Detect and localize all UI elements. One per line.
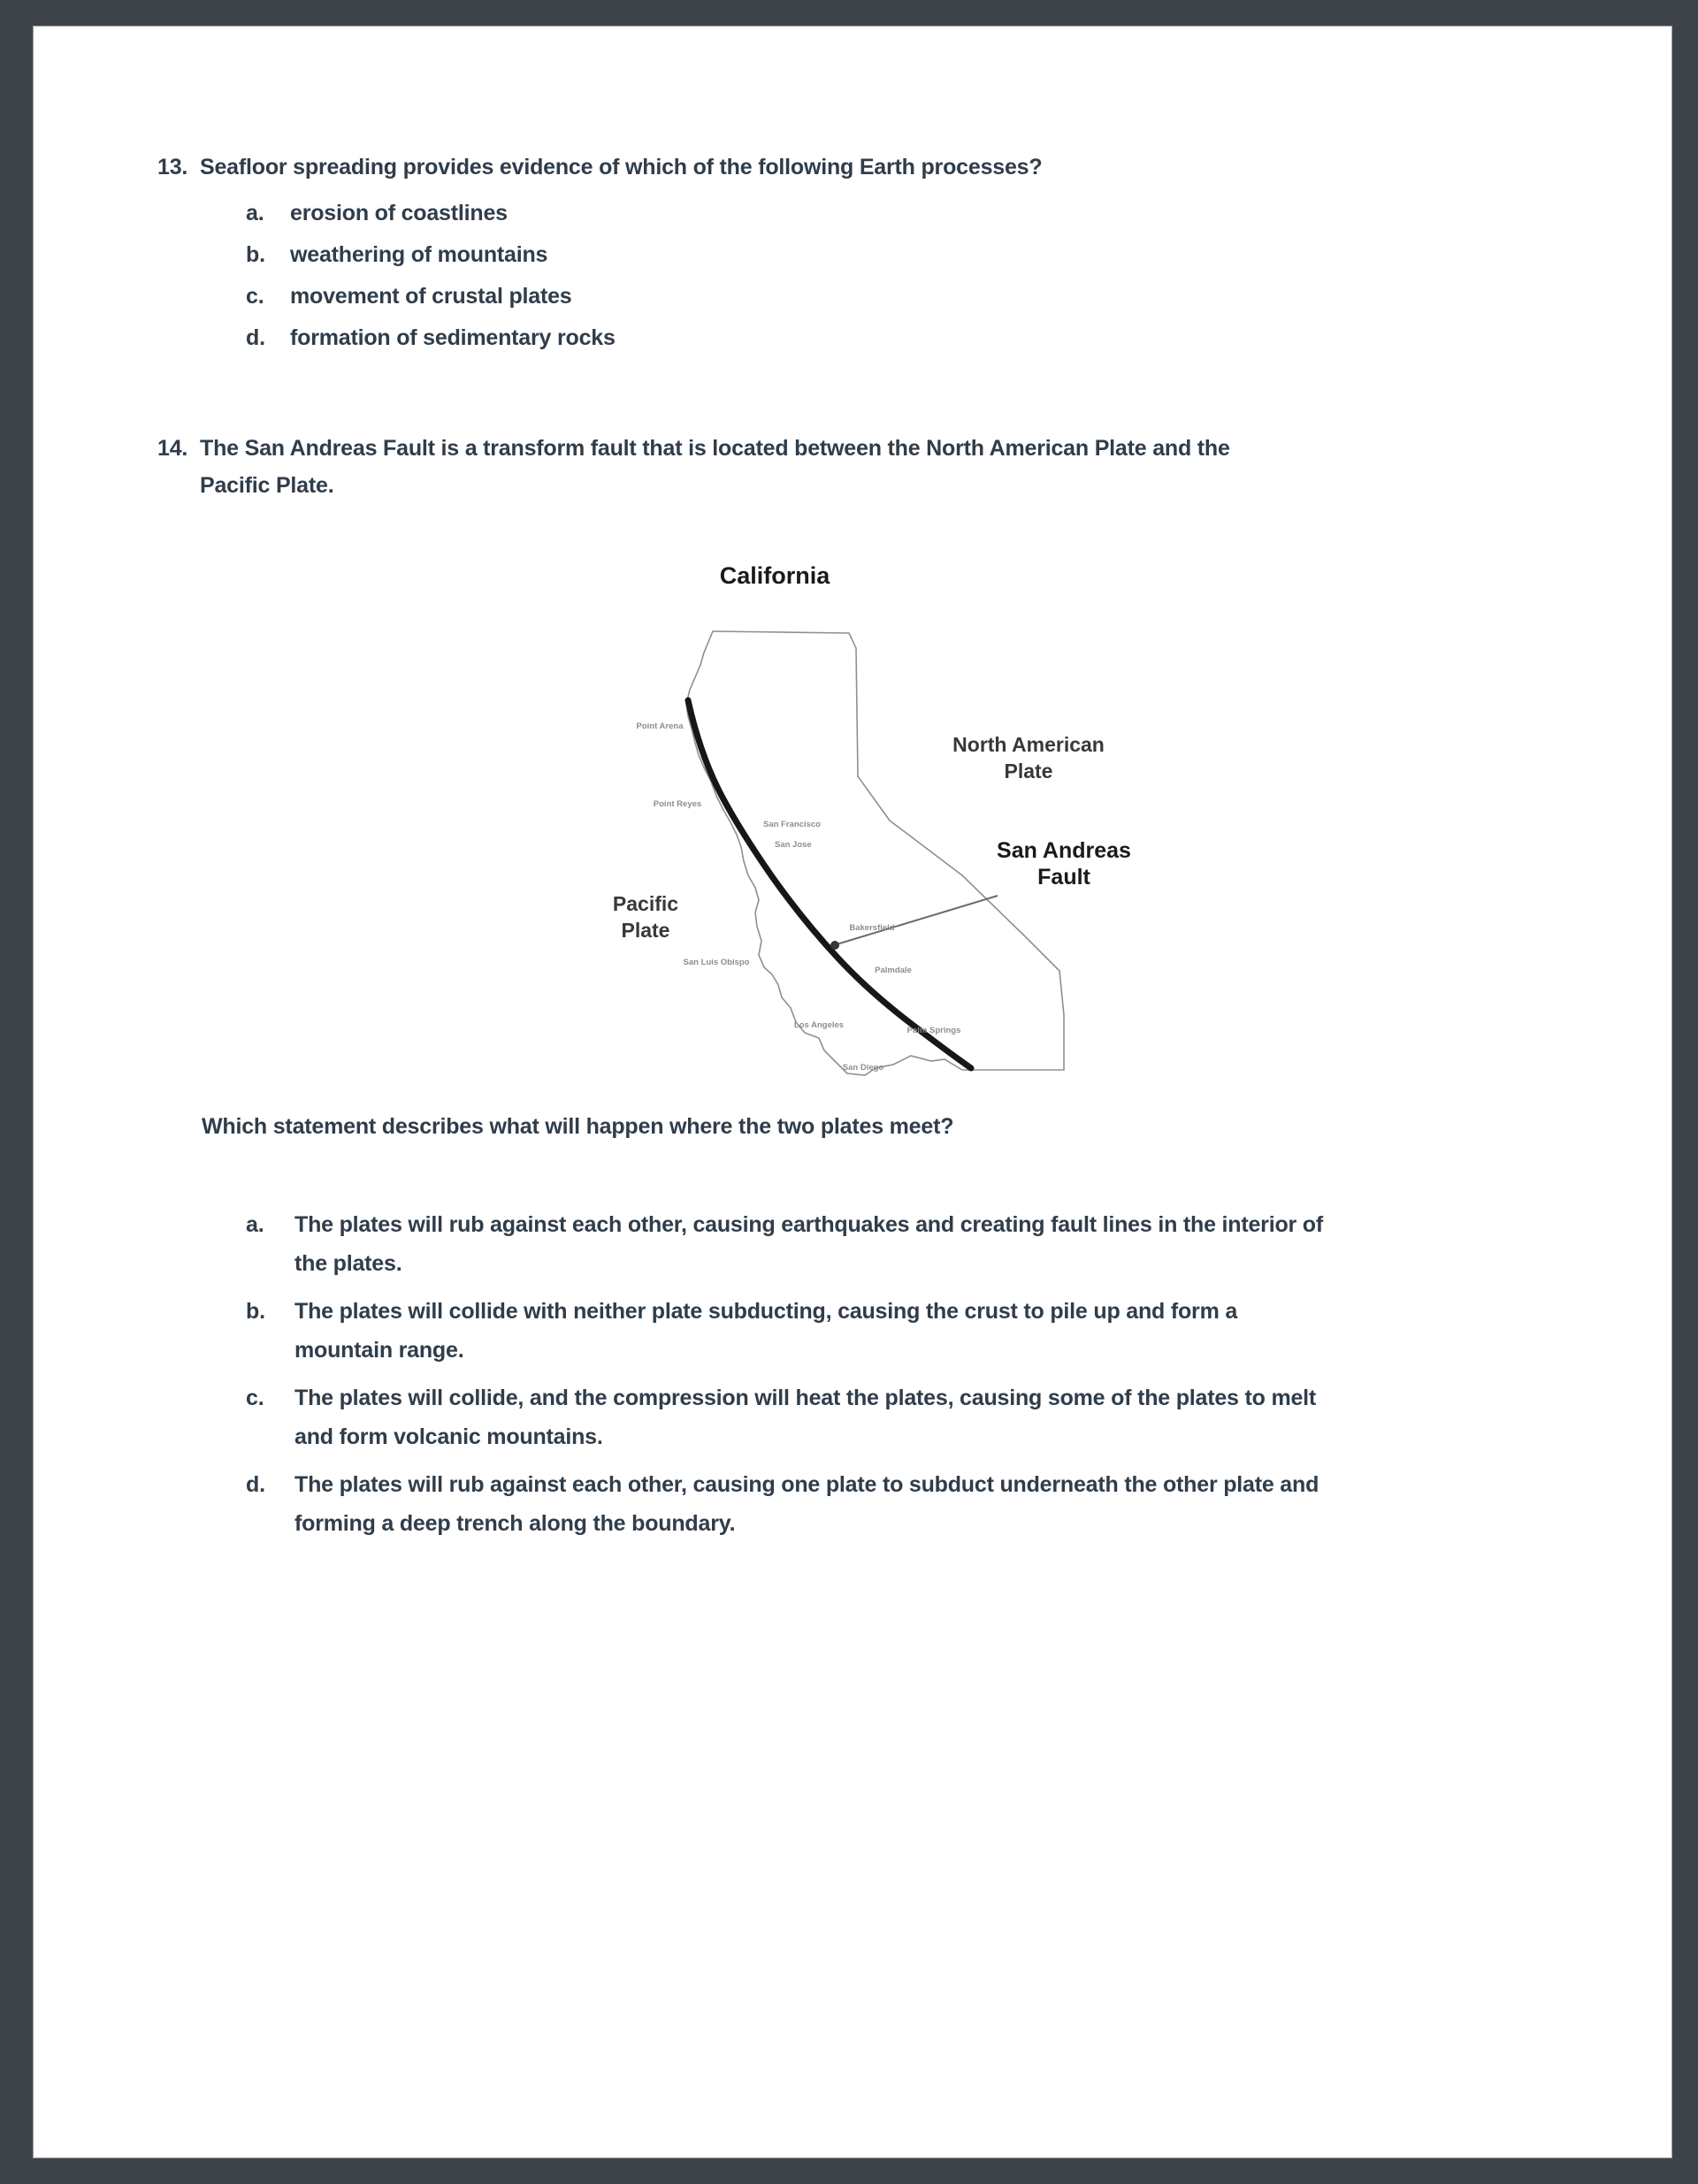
city-label-palm-springs: Palm Springs (906, 1026, 961, 1035)
city-label-bakersfield: Bakersfield (849, 923, 895, 933)
question-14-options (246, 1203, 1625, 1547)
question-13-prompt-row (157, 150, 1537, 184)
option-d-line-2 (246, 1501, 1625, 1546)
page-content (34, 27, 1671, 2157)
option-b-line-2 (246, 1328, 1625, 1372)
question-13 (157, 150, 1537, 359)
option-text-line-2: and form volcanic mountains. (294, 1424, 603, 1449)
map-title: California (719, 562, 830, 589)
option-text: formation of sedimentary rocks (290, 325, 616, 350)
question-13-option-b[interactable] (246, 234, 1537, 276)
pacific-plate-label-line-2: Plate (621, 919, 670, 942)
city-label-san-jose: San Jose (775, 840, 812, 850)
question-14-option-c[interactable] (246, 1376, 1625, 1459)
question-14-sub-prompt-block (202, 1110, 1528, 1143)
question-14-option-d[interactable] (246, 1462, 1625, 1546)
option-text: weathering of mountains (290, 242, 548, 267)
option-c-line-1 (246, 1376, 1625, 1420)
city-label-point-arena: Point Arena (636, 722, 684, 731)
option-text-line-1: The plates will collide with neither plate subducting, causing the crust to pile up and form a (294, 1299, 1238, 1324)
option-text: erosion of coastlines (290, 201, 508, 225)
north-american-plate-label-line-1: North American (952, 733, 1105, 756)
option-d-line-1 (246, 1462, 1625, 1507)
pacific-plate-label-line-1: Pacific (612, 892, 679, 915)
option-text-line-1: The plates will collide, and the compression will heat the plates, causing some of the plates to melt (294, 1386, 1317, 1410)
option-text-line-2: mountain range. (294, 1338, 464, 1363)
city-label-san-luis-obispo: San Luis Obispo (683, 958, 750, 967)
question-13-option-a[interactable] (246, 193, 1537, 234)
north-american-plate-label-line-2: Plate (1004, 760, 1053, 783)
question-13-option-d[interactable] (246, 317, 1537, 359)
question-14-prompt-row-2 (157, 469, 1537, 502)
option-letter: c. (246, 1386, 264, 1410)
option-text-line-2: the plates. (294, 1251, 402, 1276)
option-letter: a. (246, 201, 264, 225)
question-13-options (157, 193, 1537, 359)
question-13-number: 13. (157, 155, 188, 179)
question-13-prompt: Seafloor spreading provides evidence of which of the following Earth processes? (200, 155, 1043, 179)
question-14-option-a[interactable] (246, 1203, 1625, 1286)
question-14 (157, 431, 1537, 502)
california-san-andreas-fault-map (582, 555, 1219, 1086)
option-letter: b. (246, 1299, 265, 1324)
map-svg (582, 555, 1219, 1086)
question-14-sub-prompt: Which statement describes what will happen where the two plates meet? (202, 1114, 954, 1139)
city-label-san-francisco: San Francisco (763, 820, 821, 829)
fault-pointer-head (830, 941, 839, 950)
city-label-los-angeles: Los Angeles (793, 1020, 845, 1030)
city-label-point-reyes: Point Reyes (653, 799, 702, 809)
option-letter: d. (246, 1472, 265, 1497)
option-text-line-1: The plates will rub against each other, causing earthquakes and creating fault lines in the interior of (294, 1212, 1323, 1237)
question-14-number: 14. (157, 436, 188, 461)
option-text-line-1: The plates will rub against each other, causing one plate to subduct underneath the other plate and (294, 1472, 1319, 1497)
option-a-line-1 (246, 1203, 1625, 1247)
option-letter: c. (246, 284, 264, 309)
option-c-line-2 (246, 1415, 1625, 1459)
option-letter: a. (246, 1212, 264, 1237)
option-text: movement of crustal plates (290, 284, 572, 309)
question-14-prompt-line-1: The San Andreas Fault is a transform fault that is located between the North American Plate and the (200, 436, 1230, 461)
question-13-option-c[interactable] (246, 276, 1537, 317)
san-andreas-fault-label-line-2: Fault (1037, 865, 1090, 890)
san-andreas-fault-label-line-1: San Andreas (997, 838, 1131, 863)
question-14-prompt-row-1 (157, 431, 1537, 465)
option-b-line-1 (246, 1289, 1625, 1333)
question-14-prompt-line-2: Pacific Plate. (200, 473, 334, 498)
document-page (34, 27, 1671, 2157)
option-letter: b. (246, 242, 265, 267)
question-14-option-b[interactable] (246, 1289, 1625, 1372)
option-text-line-2: forming a deep trench along the boundary. (294, 1511, 736, 1536)
city-label-san-diego: San Diego (842, 1063, 884, 1073)
option-a-line-2 (246, 1241, 1625, 1286)
city-label-palmdale: Palmdale (875, 966, 912, 975)
option-letter: d. (246, 325, 265, 350)
